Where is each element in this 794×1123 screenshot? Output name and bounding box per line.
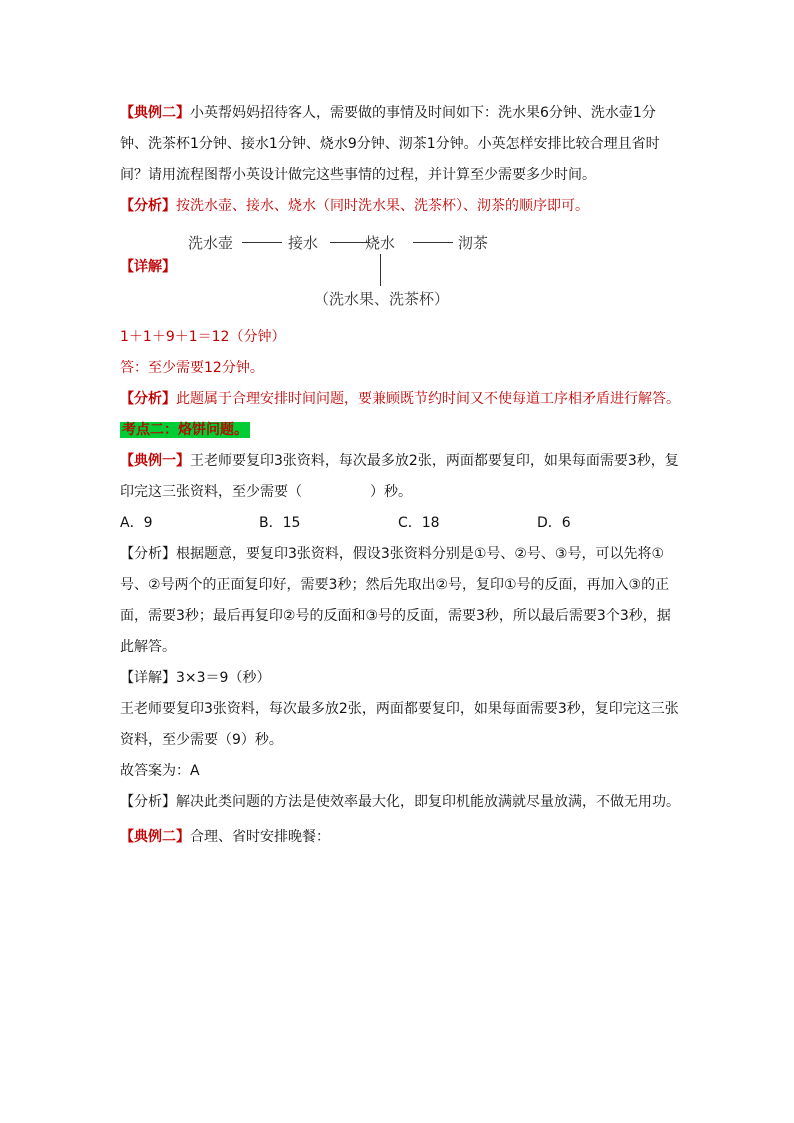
analysis-1 xyxy=(120,191,680,222)
analysis-4 xyxy=(120,787,680,818)
flow-branch-line xyxy=(380,254,381,286)
example-text: 合理、省时安排晚餐： xyxy=(190,829,330,845)
analysis-text: 解决此类问题的方法是使效率最大化，即复印机能放满就尽量放满，不做无用功。 xyxy=(176,794,680,810)
worksheet-page xyxy=(120,98,680,853)
example-text: 王老师要复印3张资料，每次最多放2张，两面都要复印，如果每面需要3秒，复印完这三张资料，至少需要（ xyxy=(120,453,679,500)
analysis-label: 【分析】 xyxy=(120,391,176,407)
analysis-label: 【分析】 xyxy=(120,794,176,810)
flow-connector xyxy=(413,242,453,243)
flow-connector xyxy=(242,242,282,243)
option-c: C．18 xyxy=(398,515,440,531)
detail-label: 【详解】 xyxy=(120,259,176,275)
example-2-question xyxy=(120,98,680,191)
final-answer: 故答案为：A xyxy=(120,763,200,779)
detail-2 xyxy=(120,663,680,694)
detail-label: 【详解】 xyxy=(120,670,176,686)
option-d: D．6 xyxy=(537,515,571,531)
option-a: A．9 xyxy=(120,515,153,531)
analysis-text: 按洗水壶、接水、烧水（同时洗水果、洗茶杯）、沏茶的顺序即可。 xyxy=(176,198,589,214)
flow-step-boil-water: 烧水 xyxy=(365,234,396,252)
example-text-end: ）秒。 xyxy=(370,484,412,500)
analysis-text: 此题属于合理安排时间问题，要兼顾既节约时间又不使每道工序相矛盾进行解答。 xyxy=(176,391,680,407)
flow-diagram xyxy=(120,228,680,314)
example-1-question xyxy=(120,446,680,508)
detail-2-explanation: 王老师要复印3张资料，每次最多放2张，两面都要复印，如果每面需要3秒，复印完这三张资料，至少需要（9）秒。 xyxy=(120,701,679,748)
example-label: 【典例二】 xyxy=(120,105,190,121)
flow-parallel-tasks: （洗水果、洗茶杯） xyxy=(314,290,450,308)
example-text: 小英帮妈妈招待客人，需要做的事情及时间如下：洗水果6分钟、洗水壶1分钟、洗茶杯1分钟、接水1分钟、烧水9分钟、沏茶1分钟。小英怎样安排比较合理且省时间？请用流程图帮小英设计做完这些事情的过程，并计算至少需要多少时间。 xyxy=(120,105,660,183)
option-b: B．15 xyxy=(259,515,301,531)
detail-text: 3×3＝9（秒） xyxy=(176,670,271,686)
topic-heading xyxy=(120,415,680,446)
answer-options xyxy=(120,508,680,539)
example-label: 【典例二】 xyxy=(120,829,190,845)
example-3-question xyxy=(120,822,680,853)
flow-step-get-water: 接水 xyxy=(288,234,319,252)
flow-step-wash-kettle: 洗水壶 xyxy=(188,234,234,252)
answer: 答：至少需要12分钟。 xyxy=(120,360,264,376)
example-label: 【典例一】 xyxy=(120,453,190,469)
analysis-text: 根据题意，要复印3张资料，假设3张资料分别是①号、②号、③号，可以先将①号、②号两个的正面复印好，需要3秒；然后先取出②号，复印①号的反面，再加入③的正面，需要3秒；最后再复印②号的反面和③号的反面，需要3秒，所以最后需要3个3秒，据此解答。 xyxy=(120,546,671,655)
analysis-label: 【分析】 xyxy=(120,198,176,214)
flow-connector xyxy=(330,242,370,243)
topic-title: 考点二：烙饼问题。 xyxy=(122,422,248,438)
analysis-3 xyxy=(120,539,680,663)
analysis-label: 【分析】 xyxy=(120,546,176,562)
calculation: 1＋1＋9＋1＝12（分钟） xyxy=(120,329,286,345)
flow-step-make-tea: 沏茶 xyxy=(458,234,489,252)
analysis-2 xyxy=(120,384,680,415)
